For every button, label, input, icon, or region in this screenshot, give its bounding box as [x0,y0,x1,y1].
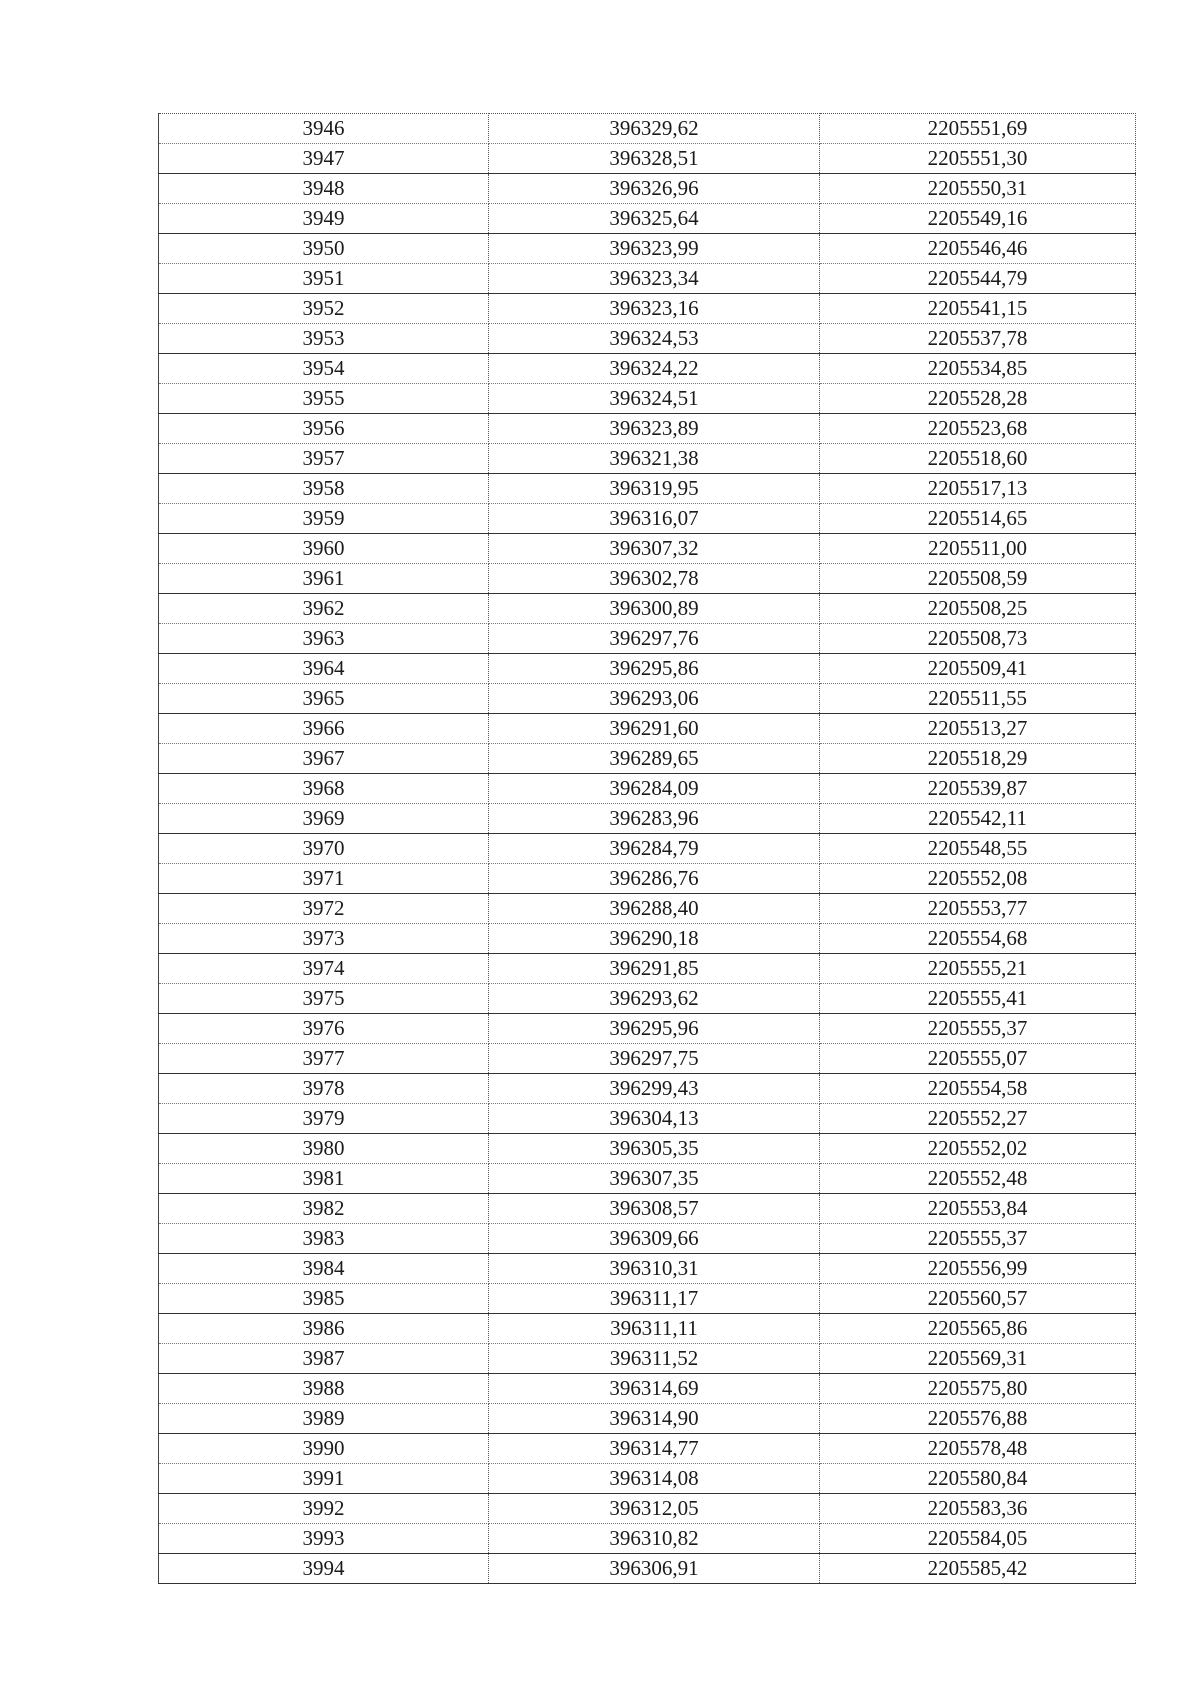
table-row [159,924,1136,954]
x-coordinate-cell: 396310,82 [489,1524,820,1554]
y-coordinate-cell: 2205554,58 [820,1074,1136,1104]
table-row [159,354,1136,384]
table-row [159,1554,1136,1584]
y-coordinate-cell: 2205555,21 [820,954,1136,984]
x-coordinate-cell: 396286,76 [489,864,820,894]
point-number-cell: 3951 [159,264,489,294]
y-coordinate-cell: 2205549,16 [820,204,1136,234]
x-coordinate-cell: 396324,53 [489,324,820,354]
y-coordinate-cell: 2205546,46 [820,234,1136,264]
x-coordinate-cell: 396319,95 [489,474,820,504]
y-coordinate-cell: 2205539,87 [820,774,1136,804]
point-number-cell: 3956 [159,414,489,444]
point-number-cell: 3968 [159,774,489,804]
y-coordinate-cell: 2205585,42 [820,1554,1136,1584]
y-coordinate-cell: 2205555,41 [820,984,1136,1014]
table-row [159,1074,1136,1104]
x-coordinate-cell: 396300,89 [489,594,820,624]
point-number-cell: 3971 [159,864,489,894]
table-row [159,744,1136,774]
x-coordinate-cell: 396284,79 [489,834,820,864]
table-row [159,204,1136,234]
y-coordinate-cell: 2205584,05 [820,1524,1136,1554]
y-coordinate-cell: 2205550,31 [820,174,1136,204]
table-row [159,1464,1136,1494]
y-coordinate-cell: 2205583,36 [820,1494,1136,1524]
point-number-cell: 3985 [159,1284,489,1314]
table-row [159,624,1136,654]
y-coordinate-cell: 2205553,77 [820,894,1136,924]
table-row [159,684,1136,714]
y-coordinate-cell: 2205555,37 [820,1014,1136,1044]
point-number-cell: 3953 [159,324,489,354]
point-number-cell: 3946 [159,114,489,144]
point-number-cell: 3989 [159,1404,489,1434]
y-coordinate-cell: 2205517,13 [820,474,1136,504]
x-coordinate-cell: 396293,62 [489,984,820,1014]
point-number-cell: 3986 [159,1314,489,1344]
table-row [159,1164,1136,1194]
table-row [159,1344,1136,1374]
coordinates-table [158,113,1136,1584]
x-coordinate-cell: 396311,52 [489,1344,820,1374]
y-coordinate-cell: 2205544,79 [820,264,1136,294]
point-number-cell: 3975 [159,984,489,1014]
x-coordinate-cell: 396295,96 [489,1014,820,1044]
y-coordinate-cell: 2205556,99 [820,1254,1136,1284]
point-number-cell: 3963 [159,624,489,654]
x-coordinate-cell: 396297,76 [489,624,820,654]
point-number-cell: 3949 [159,204,489,234]
table-row [159,1044,1136,1074]
x-coordinate-cell: 396290,18 [489,924,820,954]
point-number-cell: 3983 [159,1224,489,1254]
point-number-cell: 3967 [159,744,489,774]
table-row [159,414,1136,444]
table-row [159,504,1136,534]
x-coordinate-cell: 396310,31 [489,1254,820,1284]
y-coordinate-cell: 2205560,57 [820,1284,1136,1314]
y-coordinate-cell: 2205518,60 [820,444,1136,474]
y-coordinate-cell: 2205554,68 [820,924,1136,954]
point-number-cell: 3973 [159,924,489,954]
table-row [159,234,1136,264]
table-row [159,264,1136,294]
table-row [159,1434,1136,1464]
point-number-cell: 3960 [159,534,489,564]
x-coordinate-cell: 396329,62 [489,114,820,144]
y-coordinate-cell: 2205569,31 [820,1344,1136,1374]
y-coordinate-cell: 2205552,02 [820,1134,1136,1164]
x-coordinate-cell: 396295,86 [489,654,820,684]
x-coordinate-cell: 396304,13 [489,1104,820,1134]
x-coordinate-cell: 396314,90 [489,1404,820,1434]
y-coordinate-cell: 2205552,08 [820,864,1136,894]
y-coordinate-cell: 2205555,37 [820,1224,1136,1254]
table-row [159,444,1136,474]
x-coordinate-cell: 396328,51 [489,144,820,174]
point-number-cell: 3994 [159,1554,489,1584]
y-coordinate-cell: 2205551,69 [820,114,1136,144]
table-row [159,1134,1136,1164]
point-number-cell: 3970 [159,834,489,864]
point-number-cell: 3979 [159,1104,489,1134]
y-coordinate-cell: 2205518,29 [820,744,1136,774]
x-coordinate-cell: 396293,06 [489,684,820,714]
point-number-cell: 3948 [159,174,489,204]
point-number-cell: 3992 [159,1494,489,1524]
y-coordinate-cell: 2205552,48 [820,1164,1136,1194]
y-coordinate-cell: 2205523,68 [820,414,1136,444]
x-coordinate-cell: 396314,08 [489,1464,820,1494]
x-coordinate-cell: 396297,75 [489,1044,820,1074]
point-number-cell: 3988 [159,1374,489,1404]
point-number-cell: 3982 [159,1194,489,1224]
y-coordinate-cell: 2205534,85 [820,354,1136,384]
x-coordinate-cell: 396291,60 [489,714,820,744]
point-number-cell: 3977 [159,1044,489,1074]
table-row [159,1254,1136,1284]
y-coordinate-cell: 2205509,41 [820,654,1136,684]
table-row [159,384,1136,414]
y-coordinate-cell: 2205580,84 [820,1464,1136,1494]
x-coordinate-cell: 396307,35 [489,1164,820,1194]
coordinates-table-body [159,114,1136,1584]
table-row [159,1314,1136,1344]
table-row [159,534,1136,564]
x-coordinate-cell: 396306,91 [489,1554,820,1584]
y-coordinate-cell: 2205511,00 [820,534,1136,564]
y-coordinate-cell: 2205551,30 [820,144,1136,174]
x-coordinate-cell: 396311,17 [489,1284,820,1314]
table-row [159,714,1136,744]
table-row [159,1104,1136,1134]
point-number-cell: 3954 [159,354,489,384]
y-coordinate-cell: 2205578,48 [820,1434,1136,1464]
x-coordinate-cell: 396308,57 [489,1194,820,1224]
point-number-cell: 3974 [159,954,489,984]
y-coordinate-cell: 2205508,59 [820,564,1136,594]
y-coordinate-cell: 2205565,86 [820,1314,1136,1344]
x-coordinate-cell: 396324,22 [489,354,820,384]
point-number-cell: 3980 [159,1134,489,1164]
table-row [159,1494,1136,1524]
y-coordinate-cell: 2205552,27 [820,1104,1136,1134]
table-row [159,324,1136,354]
point-number-cell: 3972 [159,894,489,924]
table-row [159,654,1136,684]
y-coordinate-cell: 2205576,88 [820,1404,1136,1434]
x-coordinate-cell: 396291,85 [489,954,820,984]
table-row [159,1524,1136,1554]
table-row [159,564,1136,594]
x-coordinate-cell: 396325,64 [489,204,820,234]
x-coordinate-cell: 396321,38 [489,444,820,474]
table-row [159,114,1136,144]
table-row [159,954,1136,984]
point-number-cell: 3952 [159,294,489,324]
table-row [159,1194,1136,1224]
y-coordinate-cell: 2205541,15 [820,294,1136,324]
y-coordinate-cell: 2205508,25 [820,594,1136,624]
x-coordinate-cell: 396307,32 [489,534,820,564]
x-coordinate-cell: 396326,96 [489,174,820,204]
table-row [159,864,1136,894]
point-number-cell: 3991 [159,1464,489,1494]
table-row [159,984,1136,1014]
table-row [159,474,1136,504]
x-coordinate-cell: 396316,07 [489,504,820,534]
point-number-cell: 3947 [159,144,489,174]
table-row [159,804,1136,834]
point-number-cell: 3966 [159,714,489,744]
y-coordinate-cell: 2205514,65 [820,504,1136,534]
table-row [159,1224,1136,1254]
point-number-cell: 3965 [159,684,489,714]
y-coordinate-cell: 2205553,84 [820,1194,1136,1224]
y-coordinate-cell: 2205575,80 [820,1374,1136,1404]
y-coordinate-cell: 2205555,07 [820,1044,1136,1074]
x-coordinate-cell: 396299,43 [489,1074,820,1104]
table-row [159,174,1136,204]
table-row [159,894,1136,924]
x-coordinate-cell: 396284,09 [489,774,820,804]
x-coordinate-cell: 396314,77 [489,1434,820,1464]
y-coordinate-cell: 2205511,55 [820,684,1136,714]
point-number-cell: 3976 [159,1014,489,1044]
point-number-cell: 3962 [159,594,489,624]
point-number-cell: 3959 [159,504,489,534]
point-number-cell: 3984 [159,1254,489,1284]
x-coordinate-cell: 396323,34 [489,264,820,294]
x-coordinate-cell: 396323,16 [489,294,820,324]
table-row [159,294,1136,324]
point-number-cell: 3990 [159,1434,489,1464]
x-coordinate-cell: 396311,11 [489,1314,820,1344]
point-number-cell: 3957 [159,444,489,474]
table-row [159,1014,1136,1044]
x-coordinate-cell: 396309,66 [489,1224,820,1254]
point-number-cell: 3958 [159,474,489,504]
table-row [159,1404,1136,1434]
point-number-cell: 3987 [159,1344,489,1374]
y-coordinate-cell: 2205528,28 [820,384,1136,414]
table-row [159,834,1136,864]
point-number-cell: 3981 [159,1164,489,1194]
point-number-cell: 3961 [159,564,489,594]
y-coordinate-cell: 2205513,27 [820,714,1136,744]
point-number-cell: 3993 [159,1524,489,1554]
x-coordinate-cell: 396323,99 [489,234,820,264]
table-row [159,594,1136,624]
x-coordinate-cell: 396312,05 [489,1494,820,1524]
table-row [159,1284,1136,1314]
y-coordinate-cell: 2205548,55 [820,834,1136,864]
y-coordinate-cell: 2205542,11 [820,804,1136,834]
point-number-cell: 3950 [159,234,489,264]
x-coordinate-cell: 396283,96 [489,804,820,834]
y-coordinate-cell: 2205508,73 [820,624,1136,654]
table-row [159,774,1136,804]
x-coordinate-cell: 396288,40 [489,894,820,924]
x-coordinate-cell: 396302,78 [489,564,820,594]
x-coordinate-cell: 396305,35 [489,1134,820,1164]
x-coordinate-cell: 396289,65 [489,744,820,774]
y-coordinate-cell: 2205537,78 [820,324,1136,354]
point-number-cell: 3955 [159,384,489,414]
x-coordinate-cell: 396324,51 [489,384,820,414]
point-number-cell: 3978 [159,1074,489,1104]
table-row [159,1374,1136,1404]
x-coordinate-cell: 396323,89 [489,414,820,444]
point-number-cell: 3964 [159,654,489,684]
x-coordinate-cell: 396314,69 [489,1374,820,1404]
table-row [159,144,1136,174]
point-number-cell: 3969 [159,804,489,834]
